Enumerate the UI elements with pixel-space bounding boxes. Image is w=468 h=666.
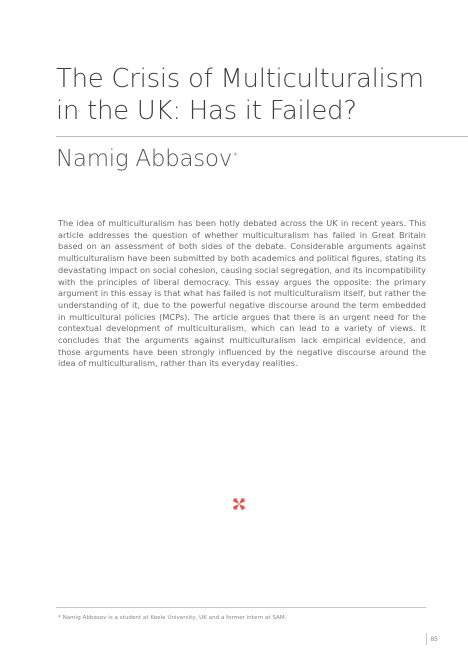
- author-footnote-mark: *: [233, 151, 238, 162]
- footnote-divider: [56, 607, 426, 608]
- author-line: [56, 144, 238, 174]
- page-number: 85: [430, 635, 438, 643]
- abstract: The idea of multiculturalism has been hotly debated across the UK in recent years. This article addresses the question of whether multiculturalism has failed in Great Britain based on an assessment of both sides of the debate. Considerable arguments against multiculturalism have been submitted by both academics and political figures, stating its devastating impact on social cohesion, causing social segregation, and its incompatibility with the principles of liberal democracy. This essay argues the opposite: the primary argument in this essay is that what has failed is not multiculturalism itself, but rather the understanding of it, due to the powerful negative discourse around the term embedded in multicultural policies (MCPs). The article argues that there is an urgent need for the contextual development of multiculturalism, which can lead to a variety of views. It concludes that the arguments against multiculturalism lack empirical evidence, and those arguments have been strongly influenced by the negative discourse around the idea of multiculturalism, rather than its everyday realities.: [58, 218, 426, 369]
- footnote: * Namig Abbasov is a student at Keele University, UK and a former intern at SAM.: [58, 615, 287, 621]
- page-footer: [426, 632, 438, 646]
- page-number-bar: [426, 633, 427, 645]
- ornament-flower-icon: [232, 497, 246, 511]
- author-name: Namig Abbasov: [56, 146, 233, 172]
- article-title: The Crisis of Multiculturalism in the UK: Has it Failed?: [56, 64, 424, 126]
- title-divider: [56, 136, 468, 137]
